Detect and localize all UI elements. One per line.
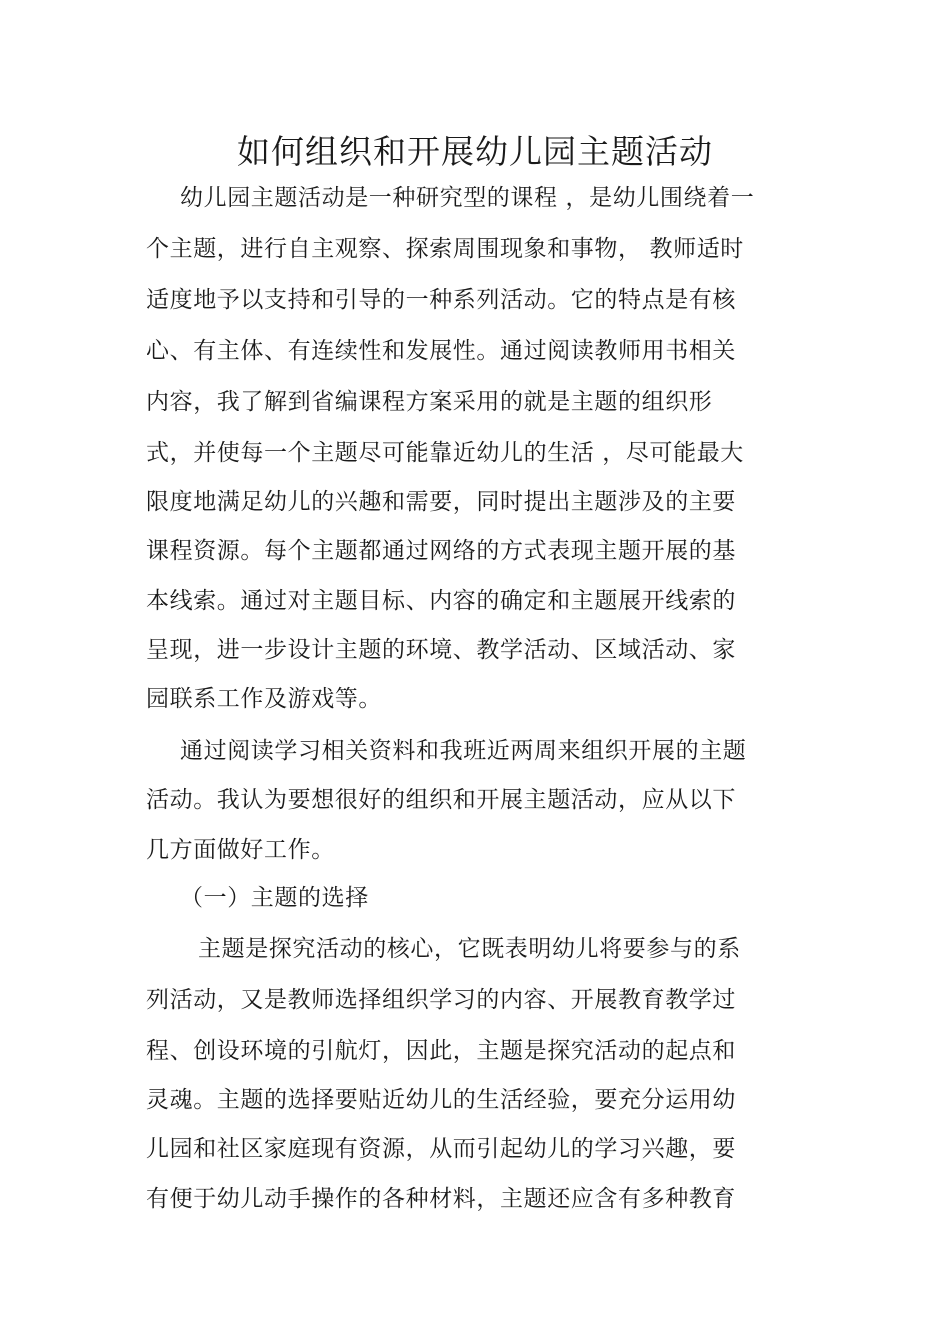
- paragraph-line: 呈现，进一步设计主题的环境、教学活动、区域活动、家: [146, 637, 736, 663]
- paragraph-line: 个主题，进行自主观察、探索周围现象和事物， 教师适时: [146, 236, 744, 262]
- paragraph-line: 程、创设环境的引航灯，因此，主题是探究活动的起点和: [146, 1038, 736, 1064]
- paragraph-line: 通过阅读学习相关资料和我班近两周来组织开展的主题: [180, 738, 747, 764]
- paragraph-line: 幼儿园主题活动是一种研究型的课程 ，是幼儿围绕着一: [180, 185, 755, 211]
- paragraph-line: 灵魂。主题的选择要贴近幼儿的生活经验，要充分运用幼: [146, 1087, 736, 1113]
- paragraph-line: 几方面做好工作。: [146, 837, 335, 863]
- paragraph-line: 列活动，又是教师选择组织学习的内容、开展教育教学过: [146, 987, 736, 1013]
- paragraph-line: 本线索。通过对主题目标、内容的确定和主题展开线索的: [146, 588, 736, 614]
- paragraph-line: 心、有主体、有连续性和发展性。通过阅读教师用书相关: [146, 338, 736, 364]
- paragraph-line: 式，并使每一个主题尽可能靠近幼儿的生活 ，尽可能最大: [146, 440, 744, 466]
- paragraph-line: 主题是探究活动的核心，它既表明幼儿将要参与的系: [198, 936, 741, 962]
- paragraph-line: 课程资源。每个主题都通过网络的方式表现主题开展的基: [146, 538, 736, 564]
- section-heading: （一）主题的选择: [180, 885, 369, 911]
- paragraph-line: 园联系工作及游戏等。: [146, 686, 382, 712]
- paragraph-line: 内容，我了解到省编课程方案采用的就是主题的组织形: [146, 389, 713, 415]
- paragraph-line: 适度地予以支持和引导的一种系列活动。它的特点是有核: [146, 287, 736, 313]
- paragraph-line: 有便于幼儿动手操作的各种材料，主题还应含有多种教育: [146, 1186, 736, 1212]
- paragraph-line: 儿园和社区家庭现有资源，从而引起幼儿的学习兴趣，要: [146, 1136, 736, 1162]
- paragraph-line: 限度地满足幼儿的兴趣和需要，同时提出主题涉及的主要: [146, 489, 736, 515]
- paragraph-line: 活动。我认为要想很好的组织和开展主题活动，应从以下: [146, 787, 736, 813]
- document-title: 如何组织和开展幼儿园主题活动: [237, 132, 713, 171]
